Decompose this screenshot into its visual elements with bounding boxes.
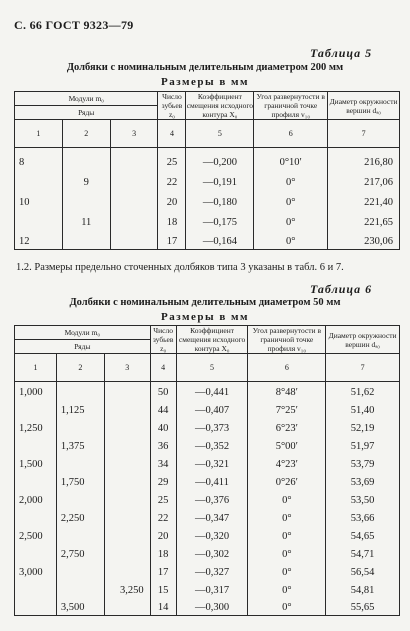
cell: 54,81 (326, 580, 400, 598)
table-row (15, 230, 400, 250)
cell (15, 580, 57, 598)
cell: 17 (150, 562, 176, 580)
table6 (14, 325, 400, 616)
col-number: 6 (254, 120, 328, 148)
page-header: С. 66 ГОСТ 9323—79 (14, 18, 134, 32)
coef-header: Коэффициент смещения исходного контура X₀ (176, 326, 248, 354)
angle-header: Угол развернутости в граничной точке профиля v₁₀ (248, 326, 326, 354)
cell: 0°10′ (254, 148, 328, 170)
table5-title: Долбяки с номинальным делительным диаметром 200 мм (66, 62, 344, 73)
cell: —0,175 (186, 210, 254, 230)
table-row (15, 472, 400, 490)
table6-caption: Таблица 6 (310, 282, 373, 296)
cell (62, 230, 110, 250)
cell: 0° (248, 580, 326, 598)
cell: 10 (15, 190, 63, 210)
cell (62, 148, 110, 170)
cell (110, 230, 158, 250)
cell: 56,54 (326, 562, 400, 580)
cell: 20 (150, 526, 176, 544)
cell: —0,321 (176, 454, 248, 472)
cell: 53,69 (326, 472, 400, 490)
cell: 1,250 (15, 418, 57, 436)
cell (15, 210, 63, 230)
cell: 54,65 (326, 526, 400, 544)
cell: 2,000 (15, 490, 57, 508)
cell: 0° (248, 508, 326, 526)
paragraph: 1.2. Размеры предельно сточенных долбяков типа 3 указаны в табл. 6 и 7. (16, 262, 344, 273)
col-number: 3 (104, 354, 150, 382)
cell (56, 454, 104, 472)
cell: 1,000 (15, 382, 57, 400)
cell: 55,65 (326, 598, 400, 616)
rows-header: Ряды (15, 340, 151, 354)
cell: 15 (150, 580, 176, 598)
cell: 12 (15, 230, 63, 250)
cell: 8 (15, 148, 63, 170)
cell: —0,302 (176, 544, 248, 562)
cell: —0,373 (176, 418, 248, 436)
table-row (15, 418, 400, 436)
cell: 9 (62, 170, 110, 190)
col-number: 2 (62, 120, 110, 148)
cell (15, 400, 57, 418)
modules-header: Модули m₀ (15, 326, 151, 340)
cell: 0° (248, 598, 326, 616)
table-row (15, 544, 400, 562)
table-row (15, 382, 400, 400)
cell: 0° (248, 490, 326, 508)
table-row (15, 580, 400, 598)
cell (15, 544, 57, 562)
cell (104, 382, 150, 400)
cell: 14 (150, 598, 176, 616)
cell (56, 418, 104, 436)
cell: 0° (248, 544, 326, 562)
cell: 217,06 (328, 170, 400, 190)
diam-header: Диаметр окружности вершин dₐ₀ (326, 326, 400, 354)
cell: 1,750 (56, 472, 104, 490)
col-number: 1 (15, 354, 57, 382)
cell: 221,65 (328, 210, 400, 230)
cell: 6°23′ (248, 418, 326, 436)
rows-header: Ряды (15, 106, 158, 120)
cell: 50 (150, 382, 176, 400)
cell: 8°48′ (248, 382, 326, 400)
cell: 53,50 (326, 490, 400, 508)
cell: 4°23′ (248, 454, 326, 472)
cell (104, 490, 150, 508)
cell: 44 (150, 400, 176, 418)
table6-subtitle: Размеры в мм (161, 311, 249, 323)
cell (56, 526, 104, 544)
cell: 0°26′ (248, 472, 326, 490)
table-row (15, 190, 400, 210)
cell (15, 598, 57, 616)
cell: 40 (150, 418, 176, 436)
cell: 54,71 (326, 544, 400, 562)
cell (56, 382, 104, 400)
cell: —0,164 (186, 230, 254, 250)
cell: 2,250 (56, 508, 104, 526)
table5 (14, 91, 400, 250)
cell: 25 (158, 148, 186, 170)
cell (104, 598, 150, 616)
col-number: 7 (326, 354, 400, 382)
cell (110, 210, 158, 230)
cell: 18 (158, 210, 186, 230)
cell: 3,000 (15, 562, 57, 580)
cell: —0,347 (176, 508, 248, 526)
cell (15, 508, 57, 526)
col-number: 4 (158, 120, 186, 148)
cell: —0,320 (176, 526, 248, 544)
table-row (15, 490, 400, 508)
cell: 7°25′ (248, 400, 326, 418)
table-row (15, 454, 400, 472)
col-number: 2 (56, 354, 104, 382)
cell: 36 (150, 436, 176, 454)
modules-header: Модули m₀ (15, 92, 158, 106)
cell: 52,19 (326, 418, 400, 436)
cell: 51,62 (326, 382, 400, 400)
cell (104, 562, 150, 580)
table-row (15, 210, 400, 230)
cell (104, 400, 150, 418)
cell (15, 472, 57, 490)
cell: 221,40 (328, 190, 400, 210)
cell: 1,125 (56, 400, 104, 418)
cell: 18 (150, 544, 176, 562)
cell: 20 (158, 190, 186, 210)
teeth-header: Число зубьев z₀ (150, 326, 176, 354)
diam-header: Диаметр окружности вершин dₐ₀ (328, 92, 400, 120)
cell (104, 436, 150, 454)
cell (104, 508, 150, 526)
cell: 22 (158, 170, 186, 190)
table-row (15, 526, 400, 544)
table6-title: Долбяки с номинальным делительным диаметром 50 мм (69, 297, 341, 308)
table-row (15, 598, 400, 616)
table-row (15, 436, 400, 454)
table5-subtitle: Размеры в мм (161, 76, 249, 88)
cell: 53,66 (326, 508, 400, 526)
table-row (15, 508, 400, 526)
col-number: 7 (328, 120, 400, 148)
cell: —0,376 (176, 490, 248, 508)
cell: 2,500 (15, 526, 57, 544)
table5-caption: Таблица 5 (310, 46, 373, 60)
table-row (15, 148, 400, 170)
cell: 0° (254, 170, 328, 190)
cell (56, 580, 104, 598)
col-number: 5 (186, 120, 254, 148)
cell (104, 544, 150, 562)
cell (110, 170, 158, 190)
cell: 0° (254, 190, 328, 210)
cell: —0,411 (176, 472, 248, 490)
cell (104, 418, 150, 436)
cell: 29 (150, 472, 176, 490)
cell (56, 490, 104, 508)
cell: —0,441 (176, 382, 248, 400)
cell (110, 148, 158, 170)
cell: 17 (158, 230, 186, 250)
cell: 53,79 (326, 454, 400, 472)
cell (110, 190, 158, 210)
cell (104, 526, 150, 544)
cell (56, 562, 104, 580)
angle-header: Угол развернутости в граничной точке профиля v₁₀ (254, 92, 328, 120)
cell: 0° (254, 230, 328, 250)
cell (104, 472, 150, 490)
cell: 0° (254, 210, 328, 230)
cell: —0,327 (176, 562, 248, 580)
teeth-header: Число зубьев z₀ (158, 92, 186, 120)
cell: 25 (150, 490, 176, 508)
cell: 34 (150, 454, 176, 472)
cell (15, 436, 57, 454)
cell (104, 454, 150, 472)
cell: 2,750 (56, 544, 104, 562)
cell: 216,80 (328, 148, 400, 170)
cell: 51,97 (326, 436, 400, 454)
cell: 51,40 (326, 400, 400, 418)
cell: 1,500 (15, 454, 57, 472)
cell (15, 170, 63, 190)
coef-header: Коэффициент смещения исходного контура X₀ (186, 92, 254, 119)
cell (62, 190, 110, 210)
col-number: 4 (150, 354, 176, 382)
cell: —0,180 (186, 190, 254, 210)
cell: 0° (248, 562, 326, 580)
col-number: 5 (176, 354, 248, 382)
cell: —0,191 (186, 170, 254, 190)
cell: —0,300 (176, 598, 248, 616)
cell: —0,317 (176, 580, 248, 598)
table-row (15, 170, 400, 190)
cell: —0,200 (186, 148, 254, 170)
col-number: 6 (248, 354, 326, 382)
cell: 3,500 (56, 598, 104, 616)
cell: 3,250 (104, 580, 150, 598)
cell: 0° (248, 526, 326, 544)
cell: —0,407 (176, 400, 248, 418)
cell: —0,352 (176, 436, 248, 454)
col-number: 1 (15, 120, 63, 148)
cell: 5°00′ (248, 436, 326, 454)
col-number: 3 (110, 120, 158, 148)
cell: 1,375 (56, 436, 104, 454)
cell: 11 (62, 210, 110, 230)
table-row (15, 562, 400, 580)
cell: 22 (150, 508, 176, 526)
cell: 230,06 (328, 230, 400, 250)
table-row (15, 400, 400, 418)
